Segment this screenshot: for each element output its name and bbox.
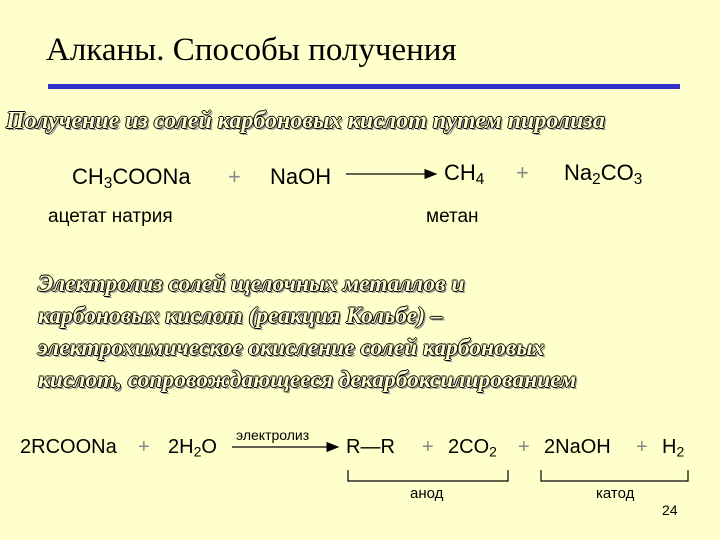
arrow-label-electrolysis: электролиз — [236, 427, 310, 443]
anode-bracket — [348, 470, 508, 481]
kolbe-line: кислот, сопровождающееся декарбоксилированием — [38, 367, 577, 393]
anode-label: анод — [410, 485, 444, 502]
kolbe-line: Электролиз солей щелочных металлов и — [38, 271, 465, 297]
plus-sign: + — [516, 160, 529, 185]
page-number: 24 — [662, 502, 678, 518]
plus-sign: + — [138, 436, 150, 458]
product-naoh: 2NaOH — [544, 436, 611, 458]
product-sodium-carbonate: $Na_2CO_3$ — [564, 160, 643, 188]
product-hydrogen: $H_2$ — [662, 436, 685, 460]
cathode-label: катод — [596, 485, 635, 502]
reactant-water: $2H_2O$ — [168, 436, 217, 460]
plus-sign: + — [518, 436, 530, 458]
kolbe-description — [38, 268, 698, 396]
reactant-carboxylate-salt: 2RCOONa — [20, 436, 117, 458]
caption-sodium-acetate: ацетат натрия — [48, 206, 173, 227]
product-methane: $CH_4$ — [444, 160, 485, 188]
reactant-naoh: NaOH — [270, 164, 332, 189]
pyrolysis-heading: Получение из солей карбоновых кислот путем пиролиза — [6, 108, 605, 134]
product-co2: $2CO_2$ — [448, 436, 497, 460]
plus-sign: + — [636, 436, 648, 458]
caption-methane: метан — [426, 206, 479, 227]
reactant-sodium-acetate: $CH_3COONa$ — [72, 164, 191, 192]
cathode-bracket — [541, 470, 688, 481]
kolbe-line: карбоновых кислот (реакция Кольбе) – — [38, 303, 443, 329]
plus-sign: + — [422, 436, 434, 458]
slide-title: Алканы. Способы получения — [46, 32, 457, 68]
plus-sign: + — [228, 164, 241, 189]
kolbe-line: электрохимическое окисление солей карбоновых — [38, 335, 545, 361]
product-alkane: R—R — [346, 436, 395, 458]
